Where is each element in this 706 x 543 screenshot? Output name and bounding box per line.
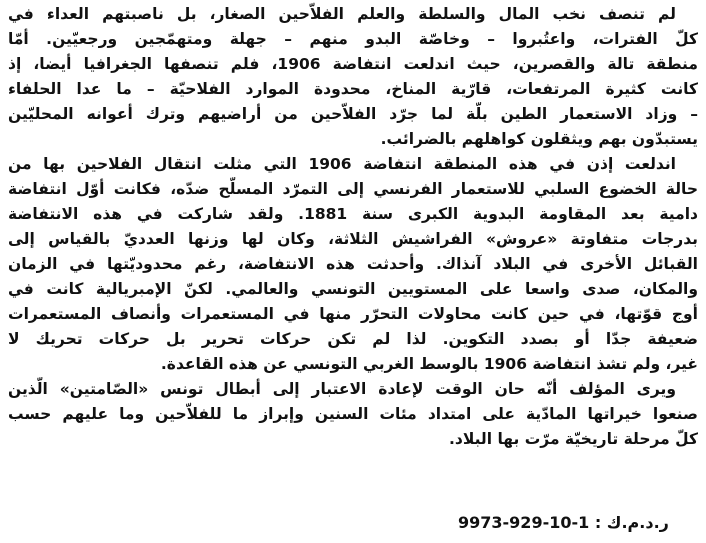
text-line: دامية بعد المقاومة البدوية الكبرى سنة 1881. ولقد شاركت في هذه الانتفاضة — [8, 205, 698, 223]
text-line: اندلعت إذن في هذه المنطقة انتفاضة 1906 التي مثلت انتقال الفلاحين بها من — [8, 155, 676, 173]
text-line: ضعيفة جدّا أو بصدد التكوين. لذا لم تكن حركات تحرير بل حركات تحريك لا — [8, 330, 698, 348]
isbn-label: ر.د.م.ك : 1-10-929-9973 — [458, 513, 669, 532]
text-line: ويرى المؤلف أنّه حان الوقت لإعادة الاعتبار إلى أبطال تونس «الصّامتين» الّذين — [8, 380, 676, 398]
text-line: لم تنصف نخب المال والسلطة والعلم الفلاّحين الصغار، بل ناصبتهم العداء في — [8, 5, 676, 23]
text-line: حالة الخضوع السلبي للاستعمار الفرنسي إلى التمرّد المسلّح ضدّه، فكانت أوّل انتفاضة — [8, 180, 698, 198]
text-line: غير، ولم تشذ انتفاضة 1906 بالوسط الغربي التونسي عن هذه القاعدة. — [160, 355, 698, 373]
text-line: كلّ الفترات، واعتُبروا – وخاصّة البدو منهم – جهلة ومتهمّجين ورجعيّين. أمّا — [8, 30, 698, 48]
text-line: صنعوا خيراتها المادّية على امتداد مئات السنين وإبراز ما للفلاّحين وما عليهم حسب — [8, 405, 698, 423]
text-line: والمكان، صدى واسعا على المستويين التونسي والعالمي. لكنّ الإمبريالية كانت في — [8, 280, 698, 298]
text-line: يستبدّون بهم ويثقلون كواهلهم بالضرائب. — [380, 130, 698, 148]
text-line: كلّ مرحلة تاريخيّة مرّت بها البلاد. — [448, 430, 698, 448]
text-line: القبائل الأخرى في البلاد آنذاك. وأحدثت هذه الانتفاضة، رغم محدوديّتها في الزمان — [8, 255, 698, 273]
text-line: – وزاد الاستعمار الطين بلّة لما جرّد الفلاّحين من أراضيهم وترك أعوانه المحليّين — [8, 105, 698, 123]
text-line: بدرجات متفاوتة «عروش» الفراشيش الثلاثة، وكان لها وزنها العدديّ بالقياس إلى — [8, 230, 698, 248]
text-line: أوج قوّتها، في حين كانت محاولات التحرّر منها في المستعمرات وأنصاف المستعمرات — [8, 305, 698, 323]
text-line: منطقة تالة والقصرين، حيث اندلعت انتفاضة 1906، فلم تنصفها الجغرافيا أيضا، إذ — [8, 55, 698, 73]
text-line: كانت كثيرة المرتفعات، قارّية المناخ، محدودة الموارد الفلاحيّة – ما عدا الحلفاء — [8, 80, 698, 98]
